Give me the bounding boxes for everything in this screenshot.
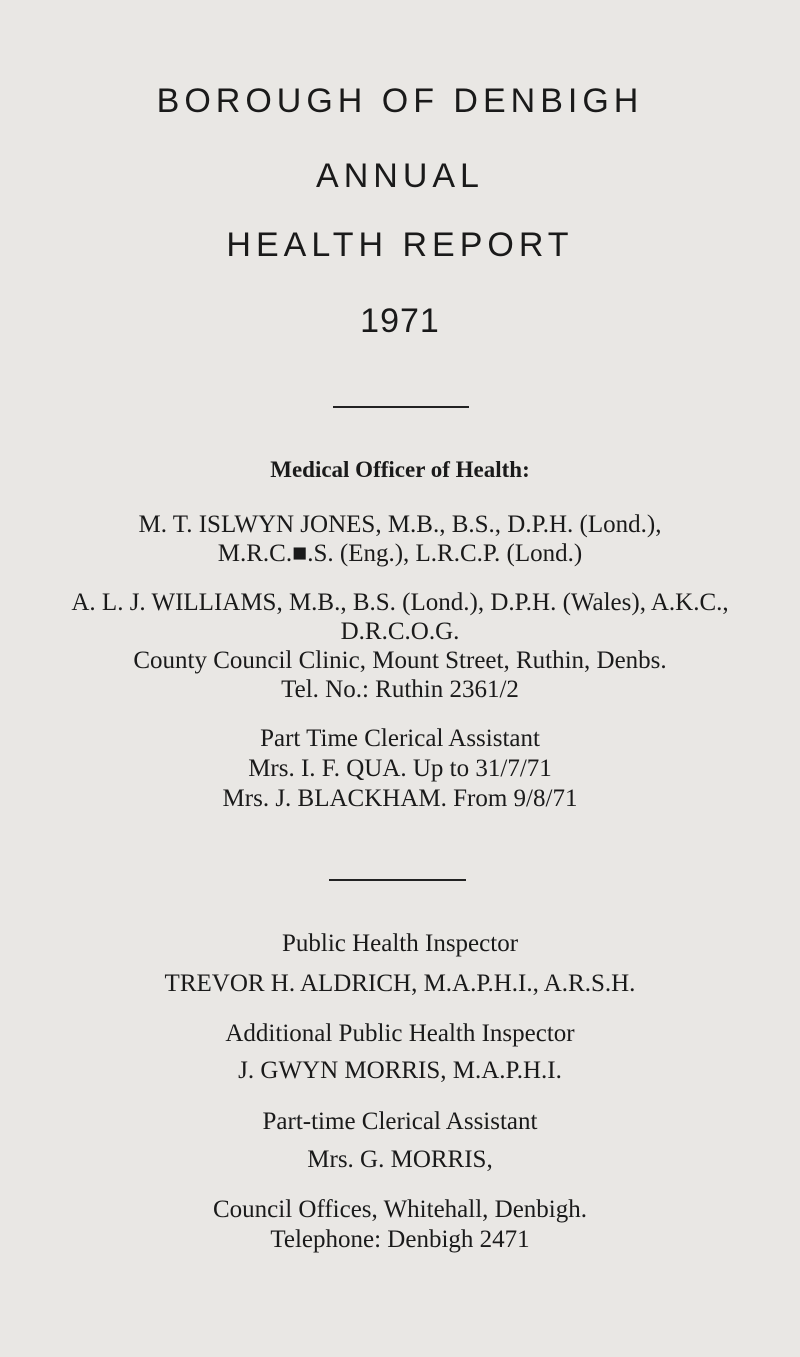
health-report-title: HEALTH REPORT: [226, 226, 574, 264]
clinic-address: County Council Clinic, Mount Street, Ruthin, Denbs.: [133, 647, 667, 674]
clinic-telephone: Tel. No.: Ruthin 2361/2: [281, 676, 519, 703]
council-address: Council Offices, Whitehall, Denbigh.: [213, 1196, 587, 1223]
deputy-name-line2: D.R.C.O.G.: [340, 618, 460, 645]
report-year: 1971: [360, 302, 440, 340]
clerical-staff-1: Mrs. I. F. QUA. Up to 31/7/71: [248, 755, 552, 782]
annual-title: ANNUAL: [316, 157, 484, 195]
borough-title: BOROUGH OF DENBIGH: [156, 82, 644, 120]
additional-phi-heading: Additional Public Health Inspector: [225, 1020, 575, 1047]
phi-name: TREVOR H. ALDRICH, M.A.P.H.I., A.R.S.H.: [164, 970, 636, 997]
medical-officer-heading: Medical Officer of Health:: [270, 457, 530, 482]
divider-top: [333, 406, 469, 408]
additional-phi-name: J. GWYN MORRIS, M.A.P.H.I.: [238, 1057, 562, 1084]
part-time-clerical-name: Mrs. G. MORRIS,: [307, 1146, 493, 1173]
clerical-staff-2: Mrs. J. BLACKHAM. From 9/8/71: [222, 785, 578, 812]
part-time-clerical-heading: Part-time Clerical Assistant: [262, 1108, 538, 1135]
deputy-name-line1: A. L. J. WILLIAMS, M.B., B.S. (Lond.), D.P.H. (Wales), A.K.C.,: [71, 589, 729, 616]
moh-name-line1: M. T. ISLWYN JONES, M.B., B.S., D.P.H. (Lond.),: [138, 511, 662, 538]
moh-name-line2: M.R.C.■.S. (Eng.), L.R.C.P. (Lond.): [217, 540, 583, 567]
phi-heading: Public Health Inspector: [281, 930, 519, 957]
council-telephone: Telephone: Denbigh 2471: [270, 1226, 530, 1253]
clerical-heading: Part Time Clerical Assistant: [260, 725, 540, 752]
divider-middle: [329, 879, 466, 881]
